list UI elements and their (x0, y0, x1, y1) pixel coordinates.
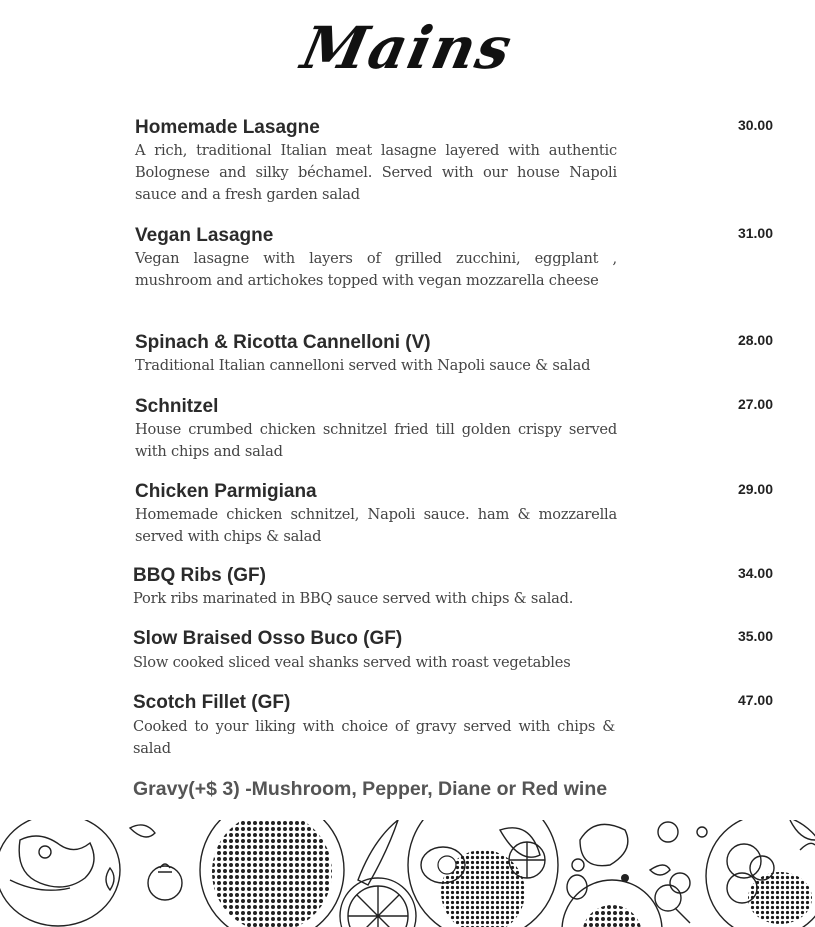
item-price: 34.00 (737, 565, 773, 581)
item-price: 35.00 (737, 628, 773, 644)
item-price: 28.00 (737, 332, 773, 348)
item-name: Vegan Lasagne (135, 225, 274, 246)
item-price: 27.00 (737, 396, 773, 412)
item-name: Schnitzel (135, 396, 219, 417)
item-description: A rich, traditional Italian meat lasagne layered with authentic Bolognese and silky béchamel. Served with our house Napoli sauce and a fresh garden salad (135, 142, 617, 203)
item-description: Traditional Italian cannelloni served with Napoli sauce & salad (135, 357, 591, 374)
item-name: Spinach & Ricotta Cannelloni (V) (135, 332, 431, 353)
item-price: 30.00 (737, 117, 773, 133)
gravy-note: Gravy(+$ 3) -Mushroom, Pepper, Diane or Red wine (133, 778, 608, 800)
item-name: Scotch Fillet (GF) (133, 692, 291, 713)
item-description: Pork ribs marinated in BBQ sauce served with chips & salad. (133, 590, 574, 607)
item-name: BBQ Ribs (GF) (133, 565, 266, 586)
item-price: 47.00 (737, 692, 773, 708)
item-name: Slow Braised Osso Buco (GF) (133, 628, 403, 649)
food-illustration (0, 820, 815, 927)
item-description: Vegan lasagne with layers of grilled zucchini, eggplant , mushroom and artichokes topped with vegan mozzarella cheese (135, 250, 617, 289)
item-name: Homemade Lasagne (135, 117, 320, 138)
item-description: Cooked to your liking with choice of gravy served with chips & salad (133, 718, 615, 757)
page-title: Mains (295, 14, 520, 82)
item-description: House crumbed chicken schnitzel fried till golden crispy served with chips and salad (135, 421, 617, 460)
item-description: Slow cooked sliced veal shanks served with roast vegetables (133, 654, 571, 671)
item-price: 29.00 (737, 481, 773, 497)
item-price: 31.00 (737, 225, 773, 241)
item-name: Chicken Parmigiana (135, 481, 317, 502)
item-description: Homemade chicken schnitzel, Napoli sauce. ham & mozzarella served with chips & salad (135, 506, 617, 545)
